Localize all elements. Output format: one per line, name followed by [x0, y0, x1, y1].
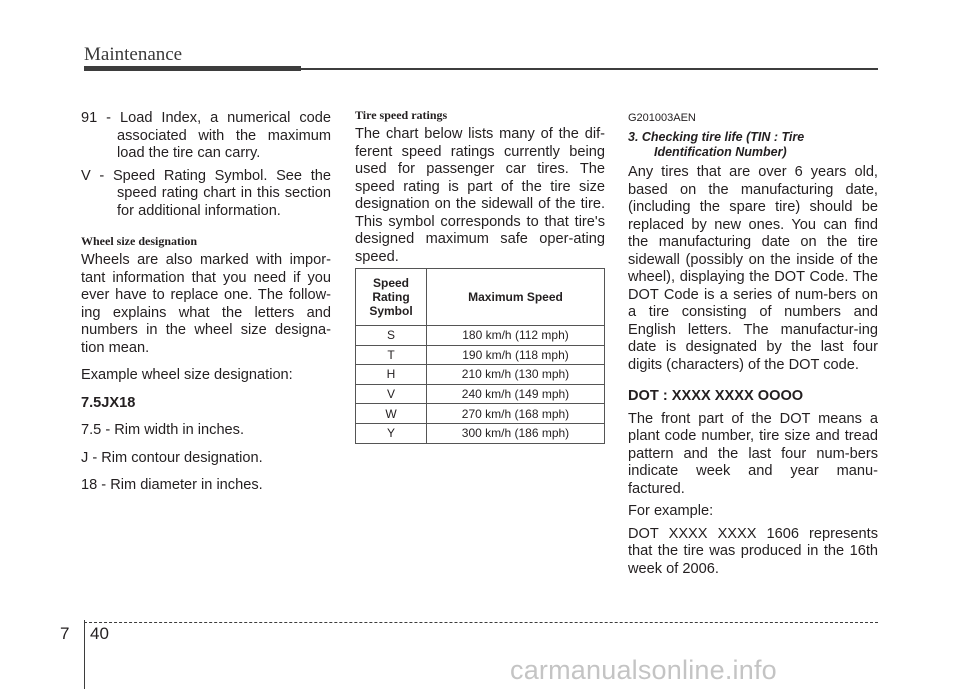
column-middle [355, 108, 605, 266]
cell-speed: 190 km/h (118 mph) [427, 345, 605, 365]
dot-example-paragraph: DOT XXXX XXXX 1606 represents that the tire was produced in the 16th week of 2006. [628, 525, 878, 577]
table-row [356, 326, 605, 346]
cell-speed: 180 km/h (112 mph) [427, 326, 605, 346]
speed-ratings-paragraph: The chart below lists many of the dif-ferent speed ratings currently being used for passenger car tires. The speed rating is part of the tire size designation on the sidewall of the tire. This symbol corresponds to that tire's designed maximum safe oper-ating speed. [355, 126, 605, 265]
header-speed: Maximum Speed [427, 269, 605, 326]
header-rule-thin [301, 68, 878, 70]
table-row [356, 423, 605, 443]
dot-explanation-paragraph: The front part of the DOT means a plant code number, tire size and tread pattern and the last four num-bers indicate week and year manu-factured. [628, 410, 878, 497]
speed-rating-table [355, 268, 605, 444]
tire-life-heading-line1: 3. Checking tire life (TIN : Tire [628, 130, 805, 144]
example-value: 7.5JX18 [81, 394, 136, 411]
cell-symbol: S [356, 326, 427, 346]
section-code: G201003AEN [628, 112, 696, 124]
rim-diameter-line: 18 - Rim diameter in inches. [81, 477, 263, 493]
tire-life-heading-line2: Identification Number) [654, 145, 787, 159]
load-index-item: 91 - Load Index, a numerical code associated with the maximum load the tire can carry. [81, 110, 331, 161]
footer-vertical-rule [84, 620, 85, 689]
page-header-title: Maintenance [84, 44, 183, 65]
header-rule-thick [84, 66, 301, 71]
column-right [628, 112, 878, 578]
cell-symbol: Y [356, 423, 427, 443]
table-row [356, 365, 605, 385]
watermark-text: carmanualsonline.info [510, 655, 777, 685]
table-row [356, 384, 605, 404]
dot-code-heading: DOT : XXXX XXXX OOOO [628, 388, 804, 404]
table-header-row [356, 269, 605, 326]
footer-rule [84, 622, 878, 623]
wheel-size-paragraph: Wheels are also marked with impor-tant information that you need if you ever have to replace one. The follow-ing explains what the letters and numbers in the wheel size designa-tion mean. [81, 252, 331, 356]
chapter-number: 7 [60, 624, 70, 643]
cell-speed: 210 km/h (130 mph) [427, 365, 605, 385]
table-row [356, 404, 605, 424]
example-label: Example wheel size designation: [81, 367, 293, 383]
cell-speed: 270 km/h (168 mph) [427, 404, 605, 424]
speed-symbol-item: V - Speed Rating Symbol. See the speed rating chart in this section for additional information. [81, 167, 331, 219]
page-number: 40 [90, 624, 109, 643]
speed-ratings-heading: Tire speed ratings [355, 108, 448, 122]
rim-contour-line: J - Rim contour designation. [81, 449, 263, 466]
tire-life-paragraph: Any tires that are over 6 years old, based on the manufacturing date, (including the spare tire) should be replaced by new ones. You can find the manufacturing date on the tire sidewall (possibly on the inside of the wheel), displaying the DOT Code. The DOT Code is a series of num-bers on a tire consisting of numbers and English letters. The manufactur-ing date is designated by the last four digits (characters) of the DOT code. [628, 164, 878, 373]
cell-symbol: T [356, 345, 427, 365]
cell-symbol: V [356, 384, 427, 404]
column-left [81, 110, 331, 505]
table-row [356, 345, 605, 365]
cell-symbol: W [356, 404, 427, 424]
cell-speed: 300 km/h (186 mph) [427, 423, 605, 443]
cell-symbol: H [356, 365, 427, 385]
wheel-size-heading: Wheel size designation [81, 234, 197, 248]
header-symbol: Speed Rating Symbol [356, 269, 427, 326]
for-example-label: For example: [628, 503, 714, 519]
rim-width-line: 7.5 - Rim width in inches. [81, 422, 245, 438]
cell-speed: 240 km/h (149 mph) [427, 384, 605, 404]
